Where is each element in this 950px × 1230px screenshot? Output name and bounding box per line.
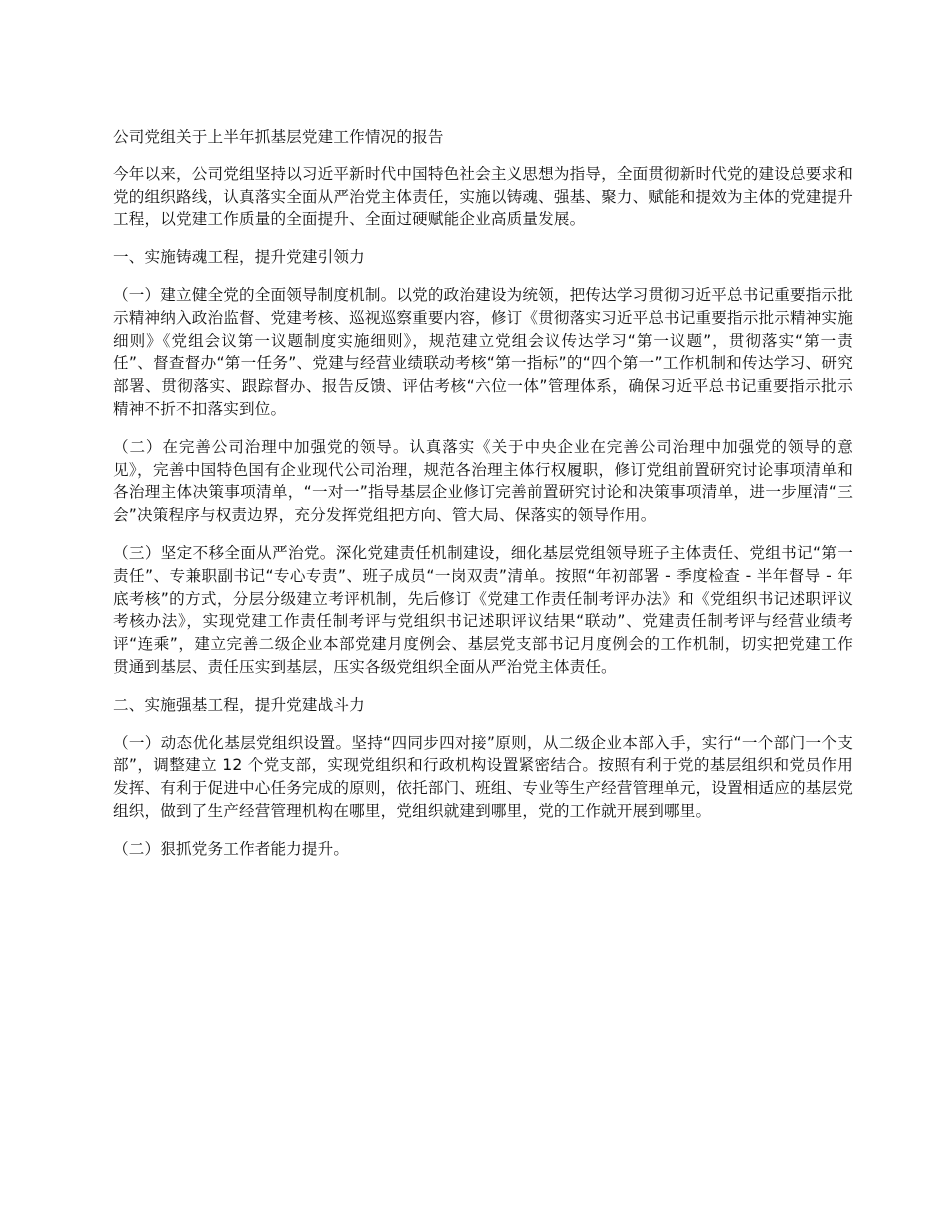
section-heading-2: 二、实施强基工程，提升党建战斗力 bbox=[113, 695, 365, 714]
paragraph-2-2: （二）狠抓党务工作者能力提升。 bbox=[113, 839, 350, 858]
paragraph-1-1: （一）建立健全党的全面领导制度机制。以党的政治建设为统领，把传达学习贯彻习近平总书记重要指示批示精神纳入政治监督、党建考核、巡视巡察重要内容，修订《贯彻落实习近平总书记重要指示批示精神实施细则》《党组会议第一议题制度实施细则》，规范建立党组会议传达学习“第一议题”，贯彻落实“第一责任”、督查督办“第一任务”、党建与经营业绩联动考核“第一指标”的“四个第一”工作机制和传达学习、研究部署、贯彻落实、跟踪督办、报告反馈、评估考核“六位一体”管理体系，确保习近平总书记重要指示批示精神不折不扣落实到位。 bbox=[113, 285, 853, 418]
section-heading-1: 一、实施铸魂工程，提升党建引领力 bbox=[113, 248, 365, 267]
paragraph-1-3: （三）坚定不移全面从严治党。深化党建责任机制建设，细化基层党组领导班子主体责任、党组书记“第一责任”、专兼职副书记“专心专责”、班子成员“一岗双责”清单。按照“年初部署 - 季度检查 - 半年督导 - 年底考核”的方式，分层分级建立考评机制，先后修订《党建工作责任制考评办法》和《党组织书记述职评议考核办法》，实现党建工作责任制考评与党组织书记述职评议结果“联动”、党建责任制考评与经营业绩考评“连乘”，建立完善二级企业本部党建月度例会、基层党支部书记月度例会的工作机制，切实把党建工作贯通到基层、责任压实到基层，压实各级党组织全面从严治党主体责任。 bbox=[113, 543, 853, 676]
document-body bbox=[113, 126, 853, 876]
paragraph-1-2: （二）在完善公司治理中加强党的领导。认真落实《关于中央企业在完善公司治理中加强党的领导的意见》，完善中国特色国有企业现代公司治理，规范各治理主体行权履职，修订党组前置研究讨论事项清单和各治理主体决策事项清单，“一对一”指导基层企业修订完善前置研究讨论和决策事项清单，进一步厘清“三会”决策程序与权责边界，充分发挥党组把方向、管大局、保落实的领导作用。 bbox=[113, 437, 853, 525]
paragraph-intro: 今年以来，公司党组坚持以习近平新时代中国特色社会主义思想为指导，全面贯彻新时代党的建设总要求和党的组织路线，认真落实全面从严治党主体责任，实施以铸魂、强基、聚力、赋能和提效为主体的党建提升工程，以党建工作质量的全面提升、全面过硬赋能企业高质量发展。 bbox=[113, 164, 853, 229]
paragraph-2-1: （一）动态优化基层党组织设置。坚持“四同步四对接”原则，从二级企业本部入手，实行“一个部门一个支部”，调整建立 12 个党支部，实现党组织和行政机构设置紧密结合。按照有利于党的基层组织和党员作用发挥、有利于促进中心任务完成的原则，依托部门、班组、专业等生产经营管理单元，设置相适应的基层党组织，做到了生产经营管理机构在哪里，党组织就建到哪里，党的工作就开展到哪里。 bbox=[113, 733, 853, 820]
document-title: 公司党组关于上半年抓基层党建工作情况的报告 bbox=[113, 128, 444, 146]
